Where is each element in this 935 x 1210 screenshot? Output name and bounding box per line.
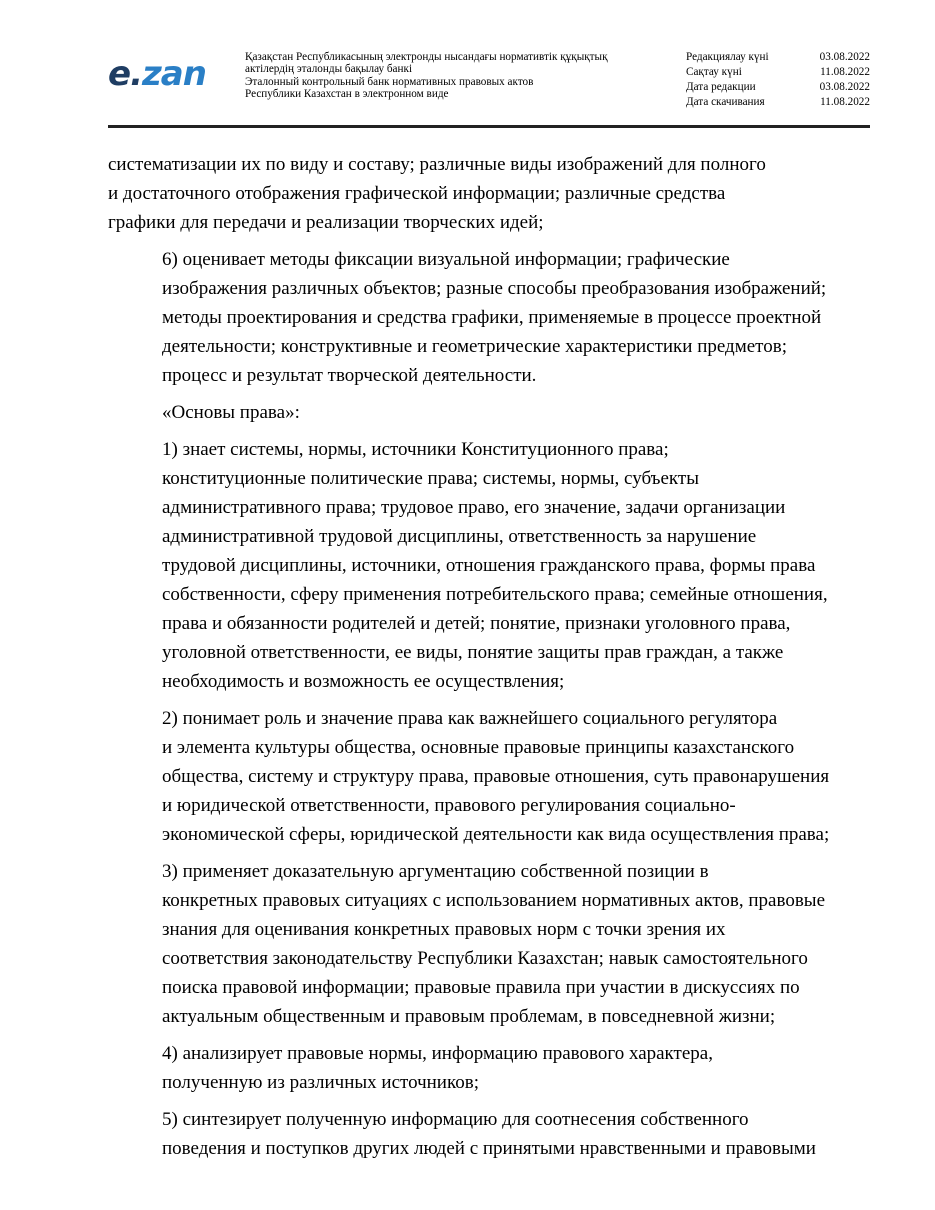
paragraph-line: поиска правовой информации; правовые правила при участии в дискуссиях по xyxy=(162,977,800,998)
header-divider xyxy=(108,125,870,128)
paragraph-line: 5) синтезирует полученную информацию для соотнесения собственного xyxy=(162,1109,749,1130)
paragraph-line: процесс и результат творческой деятельности. xyxy=(162,365,537,386)
header-description-line: Республики Казахстан в электронном виде xyxy=(245,88,449,101)
paragraph-line: соответствия законодательству Республики Казахстан; навык самостоятельного xyxy=(162,948,808,969)
document-paragraph xyxy=(108,1105,870,1163)
header-dates xyxy=(686,50,870,110)
document-body xyxy=(108,150,870,1171)
paragraph-line: изображения различных объектов; разные способы преобразования изображений; xyxy=(162,278,827,299)
date-label: Сақтау күні xyxy=(686,66,742,78)
paragraph-line: 4) анализирует правовые нормы, информацию правового характера, xyxy=(162,1043,713,1064)
date-row-download-ru xyxy=(686,95,870,110)
header-description-line: Қазақстан Республикасының электронды нысандағы нормативтік құқықтық xyxy=(245,51,608,63)
paragraph-line: деятельности; конструктивные и геометрические характеристики предметов; xyxy=(162,336,787,357)
paragraph-line: конституционные политические права; системы, нормы, субъекты xyxy=(162,468,699,489)
paragraph-line: экономической сферы, юридической деятельности как вида осуществления права; xyxy=(162,824,830,845)
paragraph-line: собственности, сферу применения потребительского права; семейные отношения, xyxy=(162,584,828,605)
paragraph-line: административной трудовой дисциплины, ответственность за нарушение xyxy=(162,526,757,547)
paragraph-line: и юридической ответственности, правового регулирования социально- xyxy=(162,795,736,816)
paragraph-line: 2) понимает роль и значение права как важнейшего социального регулятора xyxy=(162,708,778,729)
document-paragraph xyxy=(108,435,870,696)
logo-dot: . xyxy=(130,54,142,94)
paragraph-line: систематизации их по виду и составу; различные виды изображений для полного xyxy=(108,154,766,175)
date-label: Дата редакции xyxy=(686,81,756,93)
paragraph-line: знания для оценивания конкретных правовых норм с точки зрения их xyxy=(162,919,726,940)
paragraph-line: необходимость и возможность ее осуществления; xyxy=(162,671,565,692)
header-description-line: Эталонный контрольный банк нормативных правовых актов xyxy=(245,75,534,88)
date-row-edit-kk xyxy=(686,50,870,65)
paragraph-line: графики для передачи и реализации творческих идей; xyxy=(108,212,544,233)
header-description xyxy=(245,51,665,101)
document-paragraph xyxy=(108,398,870,427)
date-value: 03.08.2022 xyxy=(819,81,870,93)
logo-e: e xyxy=(108,54,131,94)
date-row-edit-ru xyxy=(686,80,870,95)
paragraph-line: общества, систему и структуру права, правовые отношения, суть правонарушения xyxy=(162,766,830,787)
paragraph-line: уголовной ответственности, ее виды, понятие защиты прав граждан, а также xyxy=(162,642,784,663)
paragraph-line: 3) применяет доказательную аргументацию собственной позиции в xyxy=(162,861,709,882)
date-label: Редакциялау күні xyxy=(686,51,769,63)
logo-zan: zan xyxy=(141,54,206,94)
page-header xyxy=(108,46,870,126)
ezan-logo[interactable] xyxy=(108,56,206,92)
paragraph-line: 6) оценивает методы фиксации визуальной информации; графические xyxy=(162,249,730,270)
document-paragraph xyxy=(108,704,870,849)
paragraph-line: административного права; трудовое право, его значение, задачи организации xyxy=(162,497,786,518)
date-label: Дата скачивания xyxy=(686,96,765,108)
paragraph-line: «Основы права»: xyxy=(162,402,300,423)
paragraph-line: и достаточного отображения графической информации; различные средства xyxy=(108,183,726,204)
document-paragraph xyxy=(108,245,870,390)
paragraph-line: полученную из различных источников; xyxy=(162,1072,479,1093)
paragraph-line: и элемента культуры общества, основные правовые принципы казахстанского xyxy=(162,737,795,758)
paragraph-line: права и обязанности родителей и детей; понятие, признаки уголовного права, xyxy=(162,613,791,634)
paragraph-line: методы проектирования и средства графики, применяемые в процессе проектной xyxy=(162,307,822,328)
document-paragraph xyxy=(108,150,870,237)
paragraph-line: 1) знает системы, нормы, источники Конституционного права; xyxy=(162,439,669,460)
paragraph-line: конкретных правовых ситуациях с использованием нормативных актов, правовые xyxy=(162,890,826,911)
paragraph-line: трудовой дисциплины, источники, отношения гражданского права, формы права xyxy=(162,555,816,576)
header-description-line: актілердің эталонды бақылау банкі xyxy=(245,63,413,76)
date-value: 11.08.2022 xyxy=(820,96,870,108)
date-row-save-kk xyxy=(686,65,870,80)
date-value: 11.08.2022 xyxy=(820,66,870,78)
paragraph-line: поведения и поступков других людей с принятыми нравственными и правовыми xyxy=(162,1138,816,1159)
paragraph-line: актуальным общественным и правовым проблемам, в повседневной жизни; xyxy=(162,1006,776,1027)
document-paragraph xyxy=(108,1039,870,1097)
document-paragraph xyxy=(108,857,870,1031)
date-value: 03.08.2022 xyxy=(819,51,870,63)
